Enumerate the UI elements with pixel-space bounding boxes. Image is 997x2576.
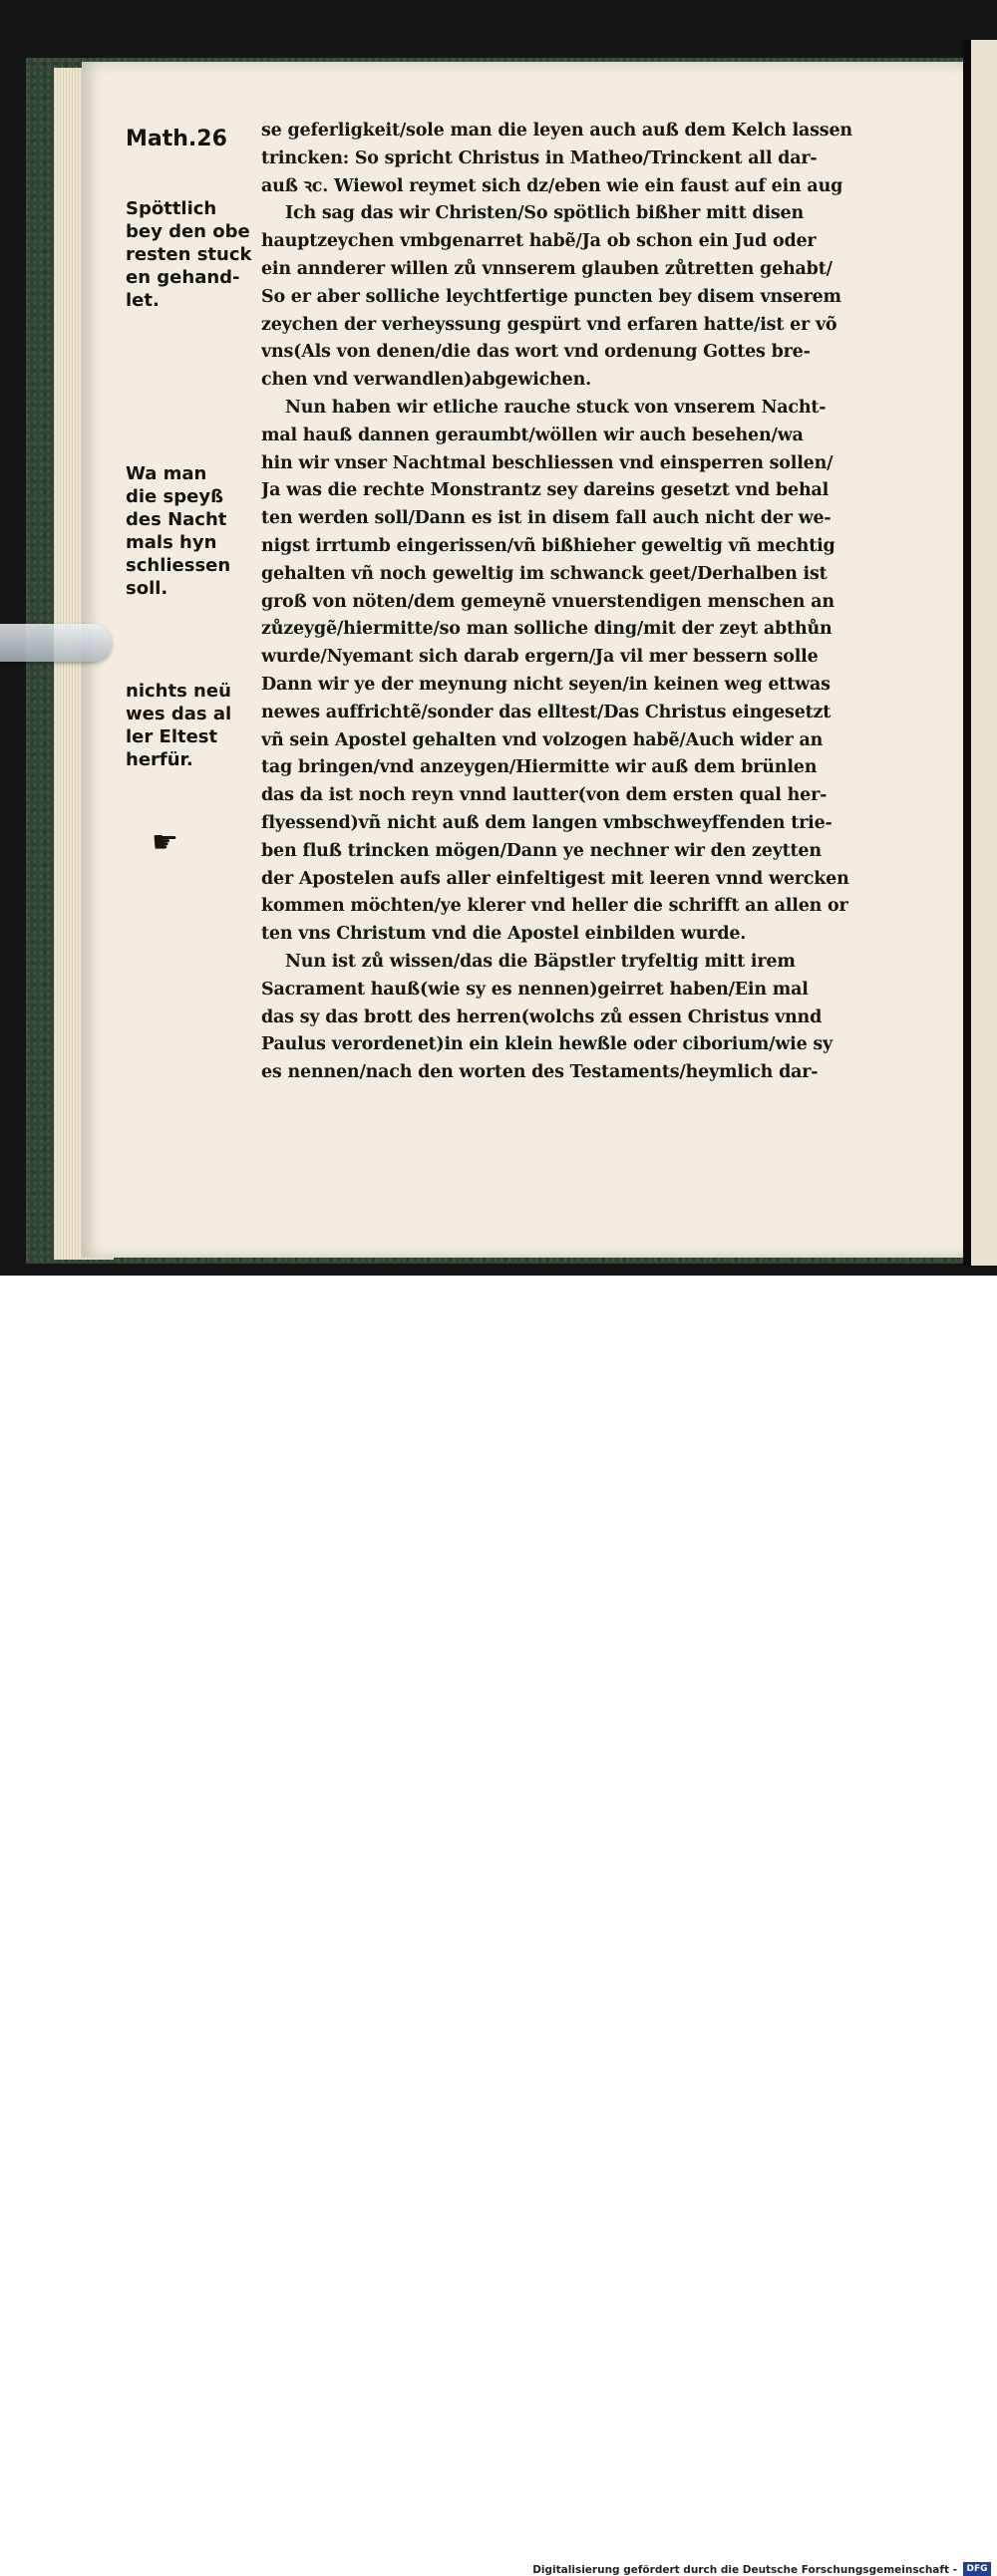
text-line: zeychen der verheyssung gespürt vnd erfaren hatte/ist er võ	[261, 314, 837, 335]
margin-note-line: des Nacht	[126, 509, 227, 530]
text-line: Ich sag das wir Christen/So spötlich bißher mitt disen	[285, 203, 805, 224]
margin-note-line: die speyß	[126, 486, 224, 507]
text-line: ben fluß trincken mögen/Dann ye nechner wir den zeytten	[261, 840, 822, 861]
margin-note-line: soll.	[126, 578, 168, 599]
text-line: auß ꝛc. Wiewol reymet sich dz/eben wie ein faust auf ein aug	[261, 175, 843, 196]
text-line: vñ sein Apostel gehalten vnd volzogen habẽ/Auch wider an	[261, 729, 824, 750]
text-line: zůzeygẽ/hiermitte/so man solliche ding/mit der zeyt abthůn	[261, 619, 832, 640]
text-line: So er aber solliche leychtfertige puncten bey disem vnserem	[261, 286, 841, 307]
text-line: es nennen/nach den worten des Testaments/heymlich dar-	[261, 1062, 819, 1083]
scanned-spread	[0, 0, 997, 1276]
margin-note-line: let.	[126, 290, 160, 311]
text-line: das da ist noch reyn vnnd lautter(von dem ersten qual her-	[261, 785, 828, 806]
glass-pointer	[0, 624, 112, 662]
footer-bar	[0, 1277, 997, 2576]
margin-note-line: Wa man	[126, 463, 207, 484]
margin-note-2	[126, 462, 245, 600]
dfg-logo: DFG	[963, 2562, 991, 2576]
margin-note-line: wes das al	[126, 704, 232, 724]
text-line: Ja was die rechte Monstrantz sey dareins gesetzt vnd behal	[261, 480, 830, 501]
text-line: groß von nöten/dem gemeynẽ vnuerstendigen menschen an	[261, 591, 834, 612]
text-line: mal hauß dannen geraumbt/wöllen wir auch besehen/wa	[261, 425, 804, 445]
margin-note-line: en gehand-	[126, 267, 240, 288]
credit-text: Digitalisierung gefördert durch die Deutsche Forschungsgemeinschaft -	[532, 2564, 957, 2576]
margin-note-3	[126, 680, 245, 771]
margin-note-reference: Math.26	[126, 127, 227, 151]
text-line: tag bringen/vnd anzeygen/Hiermitte wir auß dem brünlen	[261, 757, 818, 778]
text-line: Dann wir ye der meynung nicht seyen/in keinen weg ettwas	[261, 674, 831, 695]
text-line: Sacrament hauß(wie sy es nennen)geirret haben/Ein mal	[261, 979, 809, 1000]
text-line: flyessend)vñ nicht auß dem langen vmbschweyffenden trie-	[261, 812, 832, 833]
body-text	[261, 118, 881, 1087]
text-line: ein annderer willen zů vnnserem glauben zůtretten gehabt/	[261, 258, 832, 279]
margin-note-line: Spöttlich	[126, 198, 217, 219]
text-line: ten werden soll/Dann es ist in disem fall auch nicht der we-	[261, 508, 831, 529]
manicule-icon: ☛	[152, 825, 178, 860]
text-line: vns(Als von denen/die das wort vnd ordenung Gottes bre-	[261, 342, 811, 363]
text-line: kommen möchten/ye klerer vnd heller die schrifft an allen or	[261, 896, 848, 917]
margin-note-1	[126, 197, 252, 312]
margin-note-line: ler Eltest	[126, 726, 218, 747]
margin-note-line: schliessen	[126, 555, 231, 576]
text-line: trincken: So spricht Christus in Matheo/Trinckent all dar-	[261, 147, 818, 168]
text-line: ten vns Christum vnd die Apostel einbilden wurde.	[261, 924, 747, 945]
text-line: gehalten vñ noch geweltig im schwanck geet/Derhalben ist	[261, 563, 828, 584]
margin-note-line: resten stuck	[126, 244, 252, 265]
text-line: wurde/Nyemant sich darab ergern/Ja vil mer bessern solle	[261, 647, 819, 668]
text-line: chen vnd verwandlen)abgewichen.	[261, 370, 592, 391]
text-line: das sy das brott des herren(wolchs zů essen Christus vnnd	[261, 1006, 823, 1027]
text-line: se geferligkeit/sole man die leyen auch auß dem Kelch lassen	[261, 121, 852, 141]
text-line: Nun ist zů wissen/das die Bäpstler tryfeltig mitt irem	[285, 951, 796, 972]
margin-note-line: herfür.	[126, 749, 193, 770]
text-line: newes auffrichtẽ/sonder das elltest/Das Christus eingesetzt	[261, 702, 831, 722]
text-line: Nun haben wir etliche rauche stuck von vnserem Nacht-	[285, 397, 827, 418]
text-line: hauptzeychen vmbgenarret habẽ/Ja ob schon ein Jud oder	[261, 231, 817, 252]
margin-note-line: mals hyn	[126, 532, 217, 553]
text-line: Paulus verordenet)in ein klein hewßle oder ciborium/wie sy	[261, 1034, 833, 1055]
text-line: der Apostelen aufs aller einfeltigest mit leeren vnnd wercken	[261, 868, 849, 889]
facing-page-edge	[971, 40, 997, 1266]
text-line: nigst irrtumb eingerissen/vñ bißhieher geweltig vñ mechtig	[261, 535, 835, 556]
text-line: hin wir vnser Nachtmal beschliessen vnd einsperren sollen/	[261, 452, 833, 473]
margin-note-line: bey den obe	[126, 221, 250, 242]
margin-note-line: nichts neü	[126, 681, 231, 702]
